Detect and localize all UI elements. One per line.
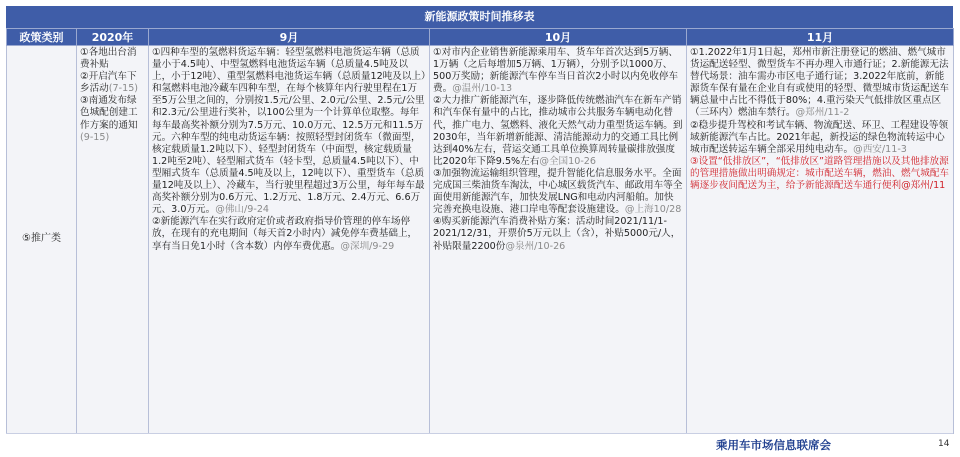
item-text: ②大力推广新能源汽车，逐步降低传统燃油汽车在新车产销和汽车保有量中的占比，推动城市公共服务车辆电动化替代，推广电力、氢燃料、液化天然气动力重型货运车辆。到2030年，当年新增新能源、清洁能源动力的交通工具比例达到40%左右，营运交通工具单位换算周转量碳排放强度比2020年下降9.5%左右 bbox=[433, 95, 683, 167]
item-text: ②开启汽车下乡活动 bbox=[80, 71, 137, 95]
item-2020-3 bbox=[80, 95, 145, 143]
item-text: ①对市内企业销售新能源乘用车、货车年首次达到5万辆、1万辆（之后每增加5万辆、1万辆），分别予以1000万、500万奖励；新能源汽车停车当日首次2小时以内免收停车费。 bbox=[433, 47, 679, 95]
item-text: ②新能源汽车在实行政府定价或者政府指导价管理的停车场停放，在现有的充电期间（每天首2小时内）减免停车费基础上，享有当日免1小时（含本数）内停车费优惠。 bbox=[152, 216, 418, 252]
item-source: @佛山/9-24 bbox=[215, 204, 270, 216]
policy-table-frame bbox=[6, 6, 953, 432]
item-text: ①1.2022年1月1日起，郑州市新注册登记的燃油、燃气城市货运配送轻型、微型货车不再办理入市通行证；2.新能源无法替代场景：油车需办市区电子通行证；3.2022年底前，新能源货车保有量在企业自有或使用的轻型、微型城市货运配送车辆总量中占比不得低于80%；4.重污染天气低排放区重点区（三环内）燃油车禁行。 bbox=[690, 47, 950, 119]
table-row bbox=[7, 46, 954, 434]
item-text: ③加强物流运输组织管理，提升智能化信息服务水平。全面完成国三柴油货车淘汰，中心城区载货汽车、邮政用车等全面使用新能源汽车，加快发展LNG和电动内河船舶。加快完善充换电设施、港口岸电等配套设施建设。 bbox=[433, 167, 683, 216]
item-sep-2 bbox=[152, 216, 426, 252]
item-oct-1 bbox=[433, 47, 683, 95]
page-number: 14 bbox=[938, 439, 950, 449]
header-october: 10月 bbox=[430, 29, 687, 46]
item-oct-4 bbox=[433, 216, 683, 252]
item-text: ②稳步提升驾校和考试车辆、物流配送、环卫、工程建设等领域新能源汽车占比。2021年起，新投运的绿色物流转运中心城市配送转运车辆全部采用纯电动车。 bbox=[690, 119, 949, 155]
table-title: 新能源政策时间推移表 bbox=[6, 6, 953, 28]
item-nov-3 bbox=[690, 156, 950, 192]
item-source: @郑州/11-2 bbox=[795, 107, 850, 119]
item-oct-2 bbox=[433, 95, 683, 168]
item-text: ③南通发布绿色城配创建工作方案的通知 bbox=[80, 95, 138, 131]
footer-divider bbox=[6, 433, 953, 434]
item-text: ①各地出台消费补贴 bbox=[80, 47, 137, 71]
header-row bbox=[7, 29, 954, 46]
item-text: ①四种车型的氢燃料货运车辆：轻型氢燃料电池货运车辆（总质量小于4.5吨）、中型氢燃料电池货运车辆（总质量4.5吨及以上，小于12吨）、重型氢燃料电池货运车辆（总质量12吨及以上）和氢燃料电池冷藏车四种车型，在每个核算年内行驶里程在1万至5万公里之间的，分别按1.5元/公里、2.0元/公里、2.5元/公里和2.3元/公里进行奖补，以100公里为一个计算单位取整。每年每车最高奖补额分别为7.5万元、10.0万元、12.5万元和11.5万元。六种车型的纯电动货运车辆：按照轻型封闭货车（微面型，核定载质量1.2吨以下）、轻型封闭货车（中面型，核定载质量1.2吨至2吨）、轻型厢式货车（轻卡型，总质量4.5吨以下）、中型厢式货车（总质量4.5吨及以上，12吨以下）、重型货车（总质量12吨及以上）、冷藏车，当行驶里程超过3万公里，每年每车最高奖补额分别为0.6万元、1.2万元、1.8万元、2.4万元、6.6万元、3.0万元。 bbox=[152, 47, 426, 216]
header-november: 11月 bbox=[687, 29, 954, 46]
item-text: ③设置“低排放区”，“低排放区”道路管理措施以及其他排放源的管理措施做出明确规定：城市配送车辆，燃油、燃气城配车辆逐步夜间配送为主，给予新能源配送车通行便利 bbox=[690, 155, 950, 192]
item-nov-1 bbox=[690, 47, 950, 120]
item-source: @深圳/9-29 bbox=[340, 240, 395, 252]
item-2020-1 bbox=[80, 47, 145, 71]
header-category: 政策类别 bbox=[7, 29, 77, 46]
header-september: 9月 bbox=[149, 29, 430, 46]
item-source: @西安/11-3 bbox=[853, 143, 907, 155]
cell-september bbox=[149, 46, 430, 434]
item-text: ④购买新能源汽车消费补贴方案：活动时间2021/11/1-2021/12/31，开票价5万元以上（含），补贴5000元/人，补贴限量2200份 bbox=[433, 216, 681, 252]
item-sep-1 bbox=[152, 47, 426, 216]
item-source: @上海10/28 bbox=[624, 204, 682, 216]
header-2020: 2020年 bbox=[77, 29, 149, 46]
policy-table bbox=[6, 28, 954, 434]
cell-october bbox=[430, 46, 687, 434]
item-oct-3 bbox=[433, 168, 683, 216]
item-source: @泉州/10-26 bbox=[505, 240, 566, 252]
cell-2020 bbox=[77, 46, 149, 434]
cell-november bbox=[687, 46, 954, 434]
item-source: (9-15) bbox=[80, 131, 110, 143]
item-nov-2 bbox=[690, 120, 950, 156]
item-source: (7-15) bbox=[108, 83, 139, 95]
item-source: @全国10-26 bbox=[539, 155, 597, 167]
category-cell: ⑤推广类 bbox=[7, 46, 77, 434]
item-source: @郑州/11 bbox=[901, 180, 946, 192]
item-source: @温州/10-13 bbox=[452, 83, 513, 95]
item-2020-2 bbox=[80, 71, 145, 95]
footer-brand: 乘用车市场信息联席会 bbox=[716, 438, 831, 452]
